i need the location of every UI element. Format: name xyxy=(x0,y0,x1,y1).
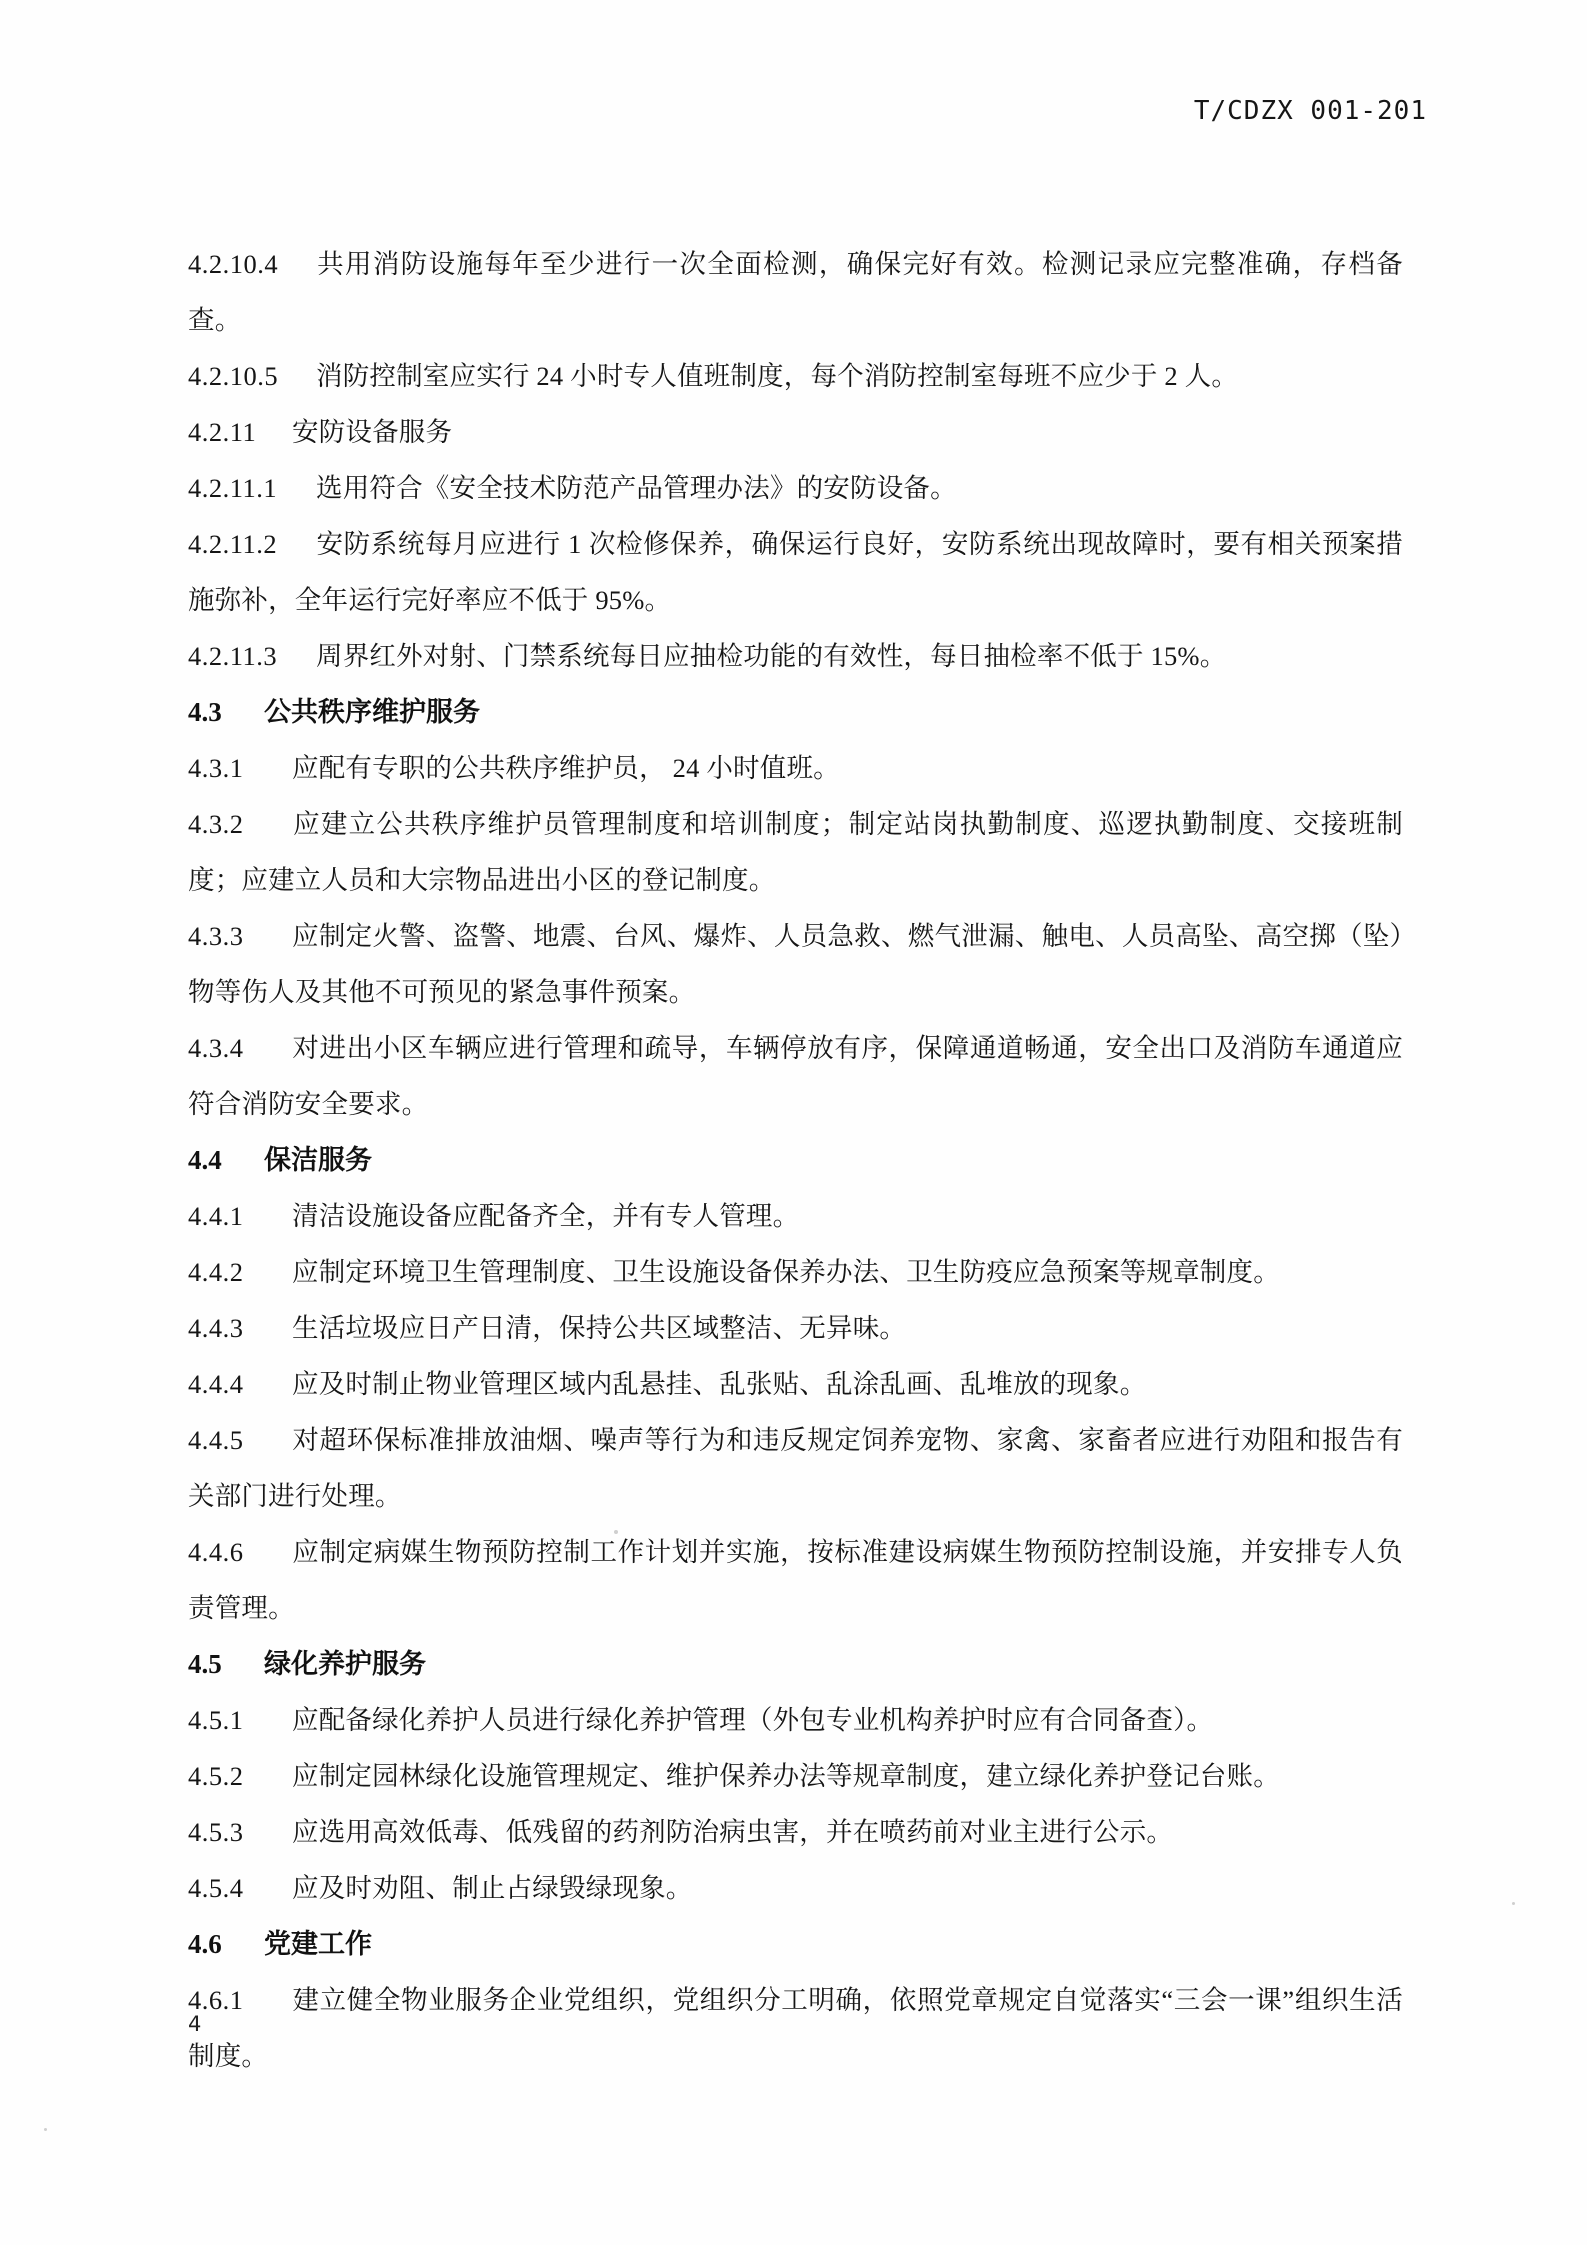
clause-paragraph xyxy=(188,236,1403,348)
clause-paragraph xyxy=(188,348,1403,404)
clause-number: 4.4.5 xyxy=(188,1425,244,1455)
clause-text: 安防设备服务 xyxy=(292,417,453,447)
document-body xyxy=(188,236,1403,2084)
clause-text: 清洁设施设备应配备齐全，并有专人管理。 xyxy=(292,1201,800,1231)
clause-number: 4.4.4 xyxy=(188,1369,244,1399)
clause-paragraph xyxy=(188,460,1403,516)
clause-paragraph xyxy=(188,1244,1403,1300)
clause-paragraph xyxy=(188,1412,1403,1524)
clause-number: 4.2.10.5 xyxy=(188,361,279,391)
clause-number: 4.3.2 xyxy=(188,809,244,839)
clause-text: 共用消防设施每年至少进行一次全面检测，确保完好有效。检测记录应完整准确，存档备查。 xyxy=(188,249,1403,335)
section-title: 绿化养护服务 xyxy=(264,1649,426,1679)
clause-text: 应制定园林绿化设施管理规定、维护保养办法等规章制度，建立绿化养护登记台账。 xyxy=(292,1761,1280,1791)
clause-paragraph xyxy=(188,740,1403,796)
clause-text: 应选用高效低毒、低残留的药剂防治病虫害，并在喷药前对业主进行公示。 xyxy=(292,1817,1174,1847)
clause-text: 应制定火警、盗警、地震、台风、爆炸、人员急救、燃气泄漏、触电、人员高坠、高空掷（坠）物等伤人及其他不可预见的紧急事件预案。 xyxy=(188,921,1403,1007)
clause-number: 4.4.6 xyxy=(188,1537,244,1567)
clause-paragraph xyxy=(188,1692,1403,1748)
clause-number: 4.5.1 xyxy=(188,1705,244,1735)
clause-number: 4.4.1 xyxy=(188,1201,244,1231)
clause-paragraph xyxy=(188,1020,1403,1132)
clause-number: 4.2.11 xyxy=(188,417,257,447)
section-number: 4.5 xyxy=(188,1649,222,1679)
clause-paragraph xyxy=(188,516,1403,628)
clause-paragraph xyxy=(188,908,1403,1020)
clause-text: 选用符合《安全技术防范产品管理办法》的安防设备。 xyxy=(316,473,957,503)
section-heading xyxy=(188,1916,1403,1972)
clause-text: 消防控制室应实行 24 小时专人值班制度，每个消防控制室每班不应少于 2 人。 xyxy=(316,361,1239,391)
section-number: 4.6 xyxy=(188,1929,222,1959)
clause-text: 应建立公共秩序维护员管理制度和培训制度；制定站岗执勤制度、巡逻执勤制度、交接班制度；应建立人员和大宗物品进出小区的登记制度。 xyxy=(188,809,1403,895)
clause-paragraph xyxy=(188,1524,1403,1636)
section-title: 保洁服务 xyxy=(264,1145,372,1175)
clause-number: 4.4.2 xyxy=(188,1257,244,1287)
section-number: 4.3 xyxy=(188,697,222,727)
clause-paragraph xyxy=(188,1356,1403,1412)
scan-speck-icon xyxy=(1512,1902,1515,1905)
clause-paragraph xyxy=(188,1972,1403,2084)
clause-number: 4.2.11.2 xyxy=(188,529,278,559)
scan-speck-icon xyxy=(44,2128,47,2131)
clause-number: 4.5.4 xyxy=(188,1873,244,1903)
clause-number: 4.3.3 xyxy=(188,921,244,951)
clause-paragraph xyxy=(188,628,1403,684)
clause-text: 对进出小区车辆应进行管理和疏导，车辆停放有序，保障通道畅通，安全出口及消防车通道应符合消防安全要求。 xyxy=(188,1033,1403,1119)
clause-text: 应制定病媒生物预防控制工作计划并实施，按标准建设病媒生物预防控制设施，并安排专人负责管理。 xyxy=(188,1537,1403,1623)
clause-paragraph xyxy=(188,1188,1403,1244)
clause-paragraph xyxy=(188,796,1403,908)
clause-text: 应制定环境卫生管理制度、卫生设施设备保养办法、卫生防疫应急预案等规章制度。 xyxy=(292,1257,1280,1287)
clause-text: 对超环保标准排放油烟、噪声等行为和违反规定饲养宠物、家禽、家畜者应进行劝阻和报告有关部门进行处理。 xyxy=(188,1425,1403,1511)
clause-text: 应及时制止物业管理区域内乱悬挂、乱张贴、乱涂乱画、乱堆放的现象。 xyxy=(292,1369,1147,1399)
section-heading xyxy=(188,1132,1403,1188)
page-number: 4 xyxy=(188,2012,202,2036)
page-header-code: T/CDZX 001-201 xyxy=(1193,96,1427,126)
clause-text: 安防系统每月应进行 1 次检修保养，确保运行良好，安防系统出现故障时，要有相关预案措施弥补，全年运行完好率应不低于 95%。 xyxy=(188,529,1403,615)
clause-number: 4.2.11.1 xyxy=(188,473,278,503)
clause-number: 4.4.3 xyxy=(188,1313,244,1343)
section-heading xyxy=(188,1636,1403,1692)
clause-paragraph xyxy=(188,1300,1403,1356)
clause-text: 应配备绿化养护人员进行绿化养护管理（外包专业机构养护时应有合同备查）。 xyxy=(292,1705,1214,1735)
clause-paragraph xyxy=(188,1748,1403,1804)
scan-speck-icon xyxy=(614,1530,618,1534)
clause-text: 周界红外对射、门禁系统每日应抽检功能的有效性，每日抽检率不低于 15%。 xyxy=(316,641,1227,671)
clause-paragraph xyxy=(188,404,1403,460)
clause-number: 4.3.4 xyxy=(188,1033,244,1063)
section-title: 公共秩序维护服务 xyxy=(264,697,480,727)
clause-paragraph xyxy=(188,1860,1403,1916)
clause-text: 应配有专职的公共秩序维护员， 24 小时值班。 xyxy=(292,753,840,783)
clause-text: 生活垃圾应日产日清，保持公共区域整洁、无异味。 xyxy=(292,1313,907,1343)
section-number: 4.4 xyxy=(188,1145,222,1175)
clause-number: 4.2.11.3 xyxy=(188,641,278,671)
section-heading xyxy=(188,684,1403,740)
clause-number: 4.5.2 xyxy=(188,1761,244,1791)
clause-number: 4.5.3 xyxy=(188,1817,244,1847)
section-title: 党建工作 xyxy=(264,1929,372,1959)
clause-paragraph xyxy=(188,1804,1403,1860)
clause-text: 建立健全物业服务企业党组织，党组织分工明确，依照党章规定自觉落实“三会一课”组织生活制度。 xyxy=(188,1985,1403,2071)
clause-text: 应及时劝阻、制止占绿毁绿现象。 xyxy=(292,1873,693,1903)
clause-number: 4.2.10.4 xyxy=(188,249,279,279)
clause-number: 4.6.1 xyxy=(188,1985,244,2015)
clause-number: 4.3.1 xyxy=(188,753,244,783)
